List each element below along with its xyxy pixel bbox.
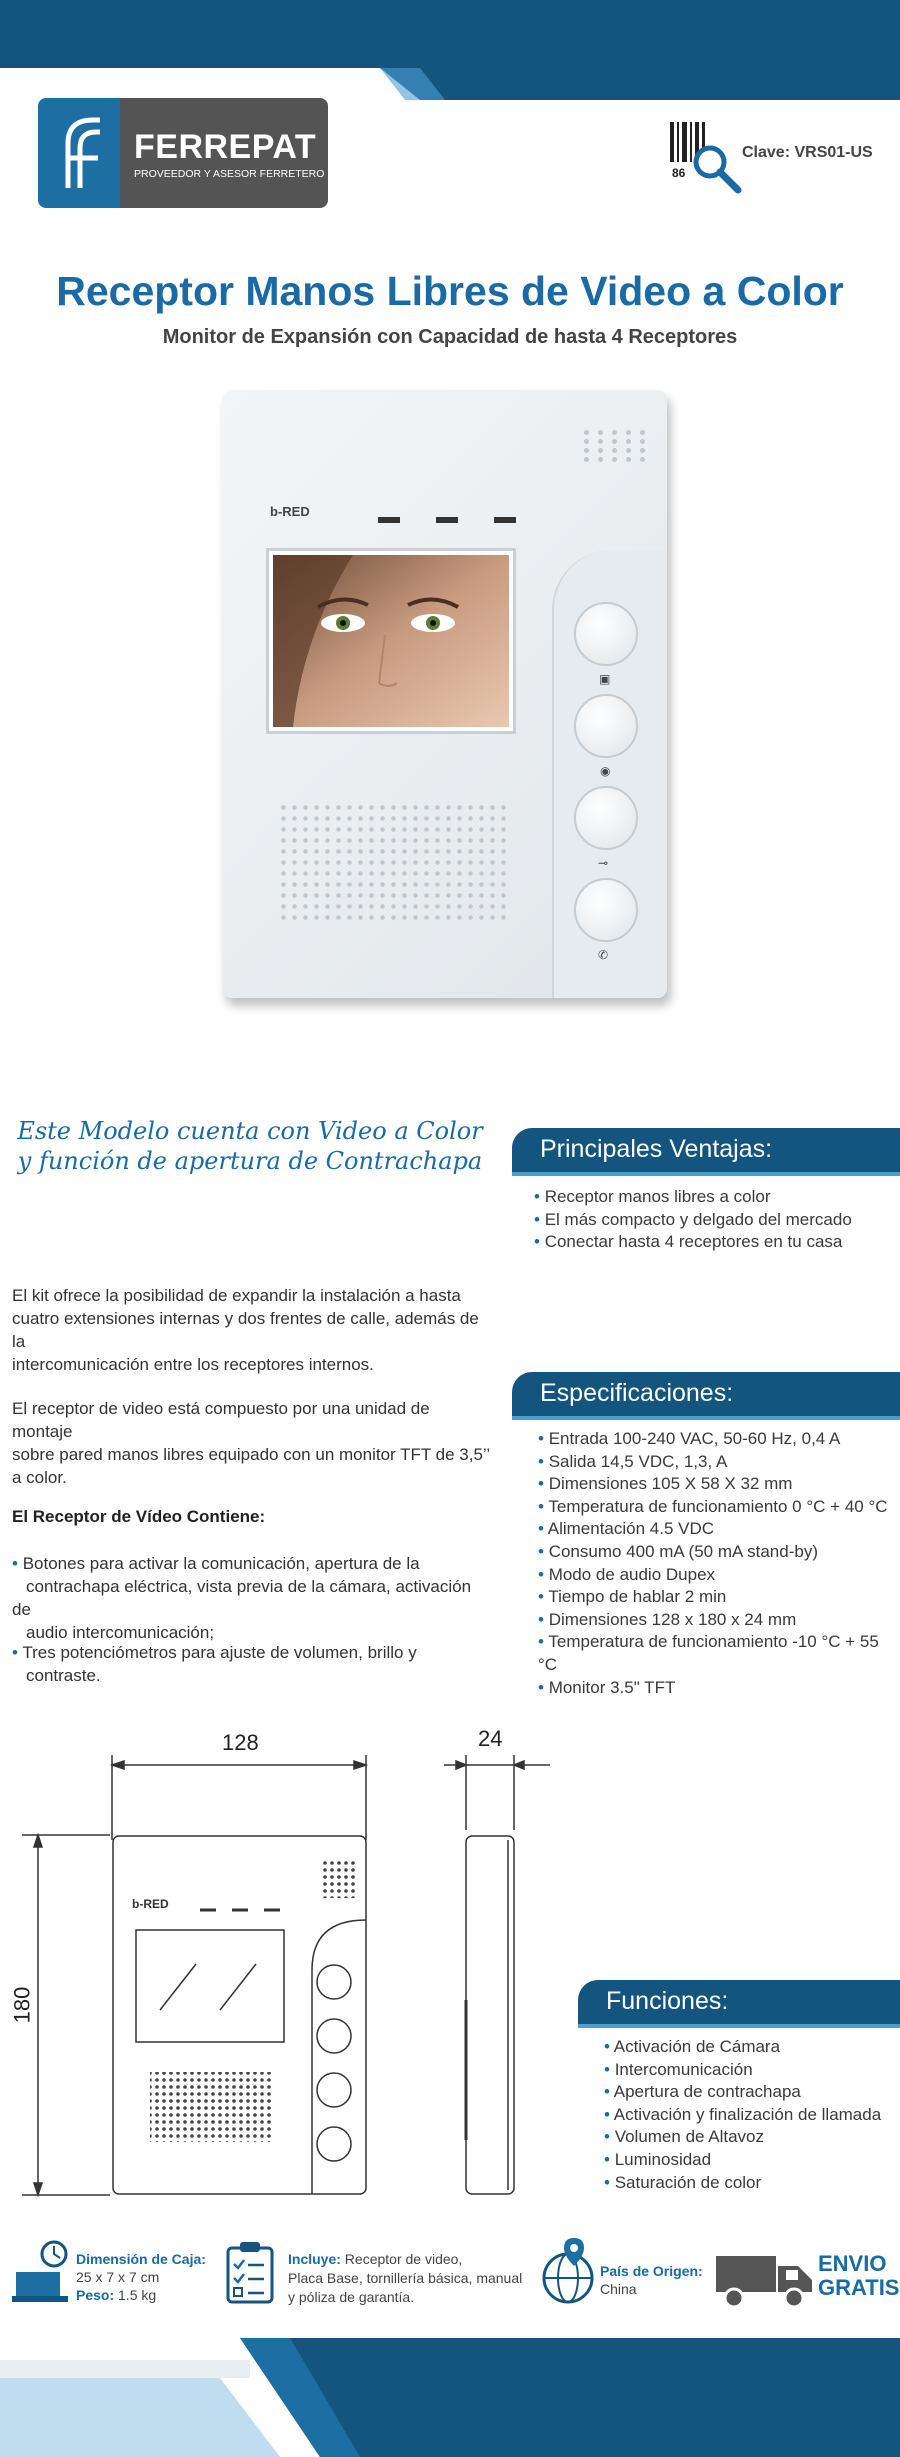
list-item: • Dimensiones 105 X 58 X 32 mm (538, 1473, 900, 1496)
free-shipping (818, 2252, 899, 2300)
list-item: • Activación y finalización de llamada (604, 2104, 900, 2127)
list-item: • Dimensiones 128 x 180 x 24 mm (538, 1609, 900, 1632)
sku-label: Clave: VRS01-US (742, 144, 873, 161)
header-band (0, 0, 900, 100)
sku-small: 86 (672, 166, 686, 180)
door-button[interactable] (574, 786, 638, 850)
advantages-list (534, 1186, 894, 1254)
free-shipping-line2: GRATIS (818, 2275, 900, 2300)
checklist-icon (224, 2240, 276, 2306)
list-item: • Temperatura de funcionamiento -10 °C + 55 °C (538, 1631, 900, 1676)
functions-heading: Funciones: (578, 1980, 900, 2024)
list-item: • Apertura de contrachapa (604, 2081, 900, 2104)
list-item: • Saturación de color (604, 2172, 900, 2195)
page-subtitle: Monitor de Expansión con Capacidad de hasta 4 Receptores (162, 326, 738, 348)
dim-width: 128 (222, 1730, 259, 1755)
dim-depth: 24 (478, 1726, 503, 1751)
text-line: El kit ofrece la posibilidad de expandir la instalación a hasta (12, 1286, 461, 1305)
bottom-speaker-grille (278, 802, 508, 922)
brand-logo (38, 98, 328, 208)
box-dimension-value: 25 x 7 x 7 cm (76, 2269, 160, 2285)
text-line: contraste. (26, 1666, 101, 1685)
contains-bullet-1: • Botones para activar la comunicación, apertura de la contrachapa eléctrica, vista previa de la cámara, activación de audio intercomunicación; (12, 1554, 472, 1642)
weight-value: 1.5 kg (118, 2287, 157, 2303)
handset-icon: ✆ (598, 948, 609, 962)
origin-label: País de Origen: (600, 2263, 703, 2279)
key-icon: ⊸ (598, 856, 609, 870)
contains-bullet-2: • Tres potenciómetros para ajuste de volumen, brillo y contraste. (12, 1643, 417, 1685)
brand-name: FERREPAT (134, 128, 317, 166)
technical-drawing (0, 1720, 580, 2210)
tagline-line1: Este Modelo cuenta con Video a Color (17, 1117, 483, 1145)
dim-height: 180 (9, 1986, 35, 2024)
origin-info (600, 2262, 703, 2298)
list-item: • Intercomunicación (604, 2059, 900, 2082)
free-shipping-line1: ENVIO (818, 2251, 887, 2276)
advantages-heading: Principales Ventajas: (512, 1128, 900, 1172)
list-item: • Conectar hasta 4 receptores en tu casa (534, 1231, 894, 1254)
model-tagline (10, 1116, 490, 1176)
intercom-button[interactable] (574, 694, 638, 758)
list-item: • Tiempo de hablar 2 min (538, 1586, 900, 1609)
description-paragraph-1 (12, 1284, 492, 1376)
box-scale-icon (8, 2240, 74, 2306)
origin-value: China (600, 2281, 637, 2297)
box-dimension-label: Dimensión de Caja: (76, 2251, 206, 2267)
list-item: • Luminosidad (604, 2149, 900, 2172)
globe-pin-icon (540, 2236, 596, 2306)
includes-info (288, 2250, 538, 2307)
list-item: • Receptor manos libres a color (534, 1186, 894, 1209)
weight-label: Peso: (76, 2287, 115, 2303)
footer-band (0, 2338, 900, 2457)
led-indicators (378, 510, 516, 528)
text-line: Receptor de video, (344, 2251, 463, 2267)
text-line: intercomunicación entre los receptores internos. (12, 1355, 374, 1374)
list-item: • Consumo 400 mA (50 mA stand-by) (538, 1541, 900, 1564)
drawing-logo: b-RED (132, 1897, 169, 1911)
list-item: • Modo de audio Dupex (538, 1564, 900, 1587)
product-photo (222, 390, 672, 1005)
list-item: • Entrada 100-240 VAC, 50-60 Hz, 0,4 A (538, 1428, 900, 1451)
intercom-icon: ◉ (600, 764, 611, 778)
text-line: Placa Base, tornillería básica, manual (288, 2270, 523, 2286)
page-title: Receptor Manos Libres de Video a Color (56, 268, 844, 314)
top-speaker-grille (584, 430, 650, 462)
list-item: • El más compacto y delgado del mercado (534, 1209, 894, 1232)
truck-icon (716, 2252, 820, 2310)
text-line: Tres potenciómetros para ajuste de volumen, brillo y (22, 1643, 417, 1662)
brand-tagline: PROVEEDOR Y ASESOR FERRETERO (134, 168, 325, 180)
call-button[interactable] (574, 878, 638, 942)
device-logo: b-RED (270, 504, 310, 519)
text-line: sobre pared manos libres equipado con un monitor TFT de 3,5’’ (12, 1445, 491, 1464)
camera-button[interactable] (574, 602, 638, 666)
tagline-line2: y función de apertura de Contrachapa (17, 1147, 483, 1175)
camera-icon: ▣ (599, 672, 611, 686)
text-line: y póliza de garantía. (288, 2289, 415, 2305)
list-item: • Alimentación 4.5 VDC (538, 1518, 900, 1541)
includes-label: Incluye: (288, 2251, 341, 2267)
video-screen (266, 548, 516, 734)
list-item: • Salida 14,5 VDC, 1,3, A (538, 1451, 900, 1474)
list-item: • Monitor 3.5" TFT (538, 1677, 900, 1700)
description-paragraph-2 (12, 1397, 492, 1489)
specs-heading: Especificaciones: (512, 1372, 900, 1416)
text-line: audio intercomunicación; (26, 1623, 215, 1642)
list-item: • Volumen de Altavoz (604, 2126, 900, 2149)
text-line: cuatro extensiones internas y dos frentes de calle, además de la (12, 1309, 479, 1351)
box-info (76, 2250, 206, 2304)
functions-list (604, 2036, 900, 2194)
sku-block (668, 118, 888, 198)
contains-heading: El Receptor de Vídeo Contiene: (12, 1507, 266, 1526)
list-item: • Temperatura de funcionamiento 0 °C + 40 °C (538, 1496, 900, 1519)
specs-list (538, 1428, 900, 1699)
list-item: • Activación de Cámara (604, 2036, 900, 2059)
brand-logo-icon (38, 98, 120, 208)
text-line: El receptor de video está compuesto por una unidad de montaje (12, 1399, 430, 1441)
text-line: Botones para activar la comunicación, apertura de la (22, 1554, 420, 1573)
text-line: contrachapa eléctrica, vista previa de la cámara, activación de (12, 1577, 472, 1619)
text-line: a color. (12, 1468, 67, 1487)
barcode-search-icon (668, 118, 748, 198)
